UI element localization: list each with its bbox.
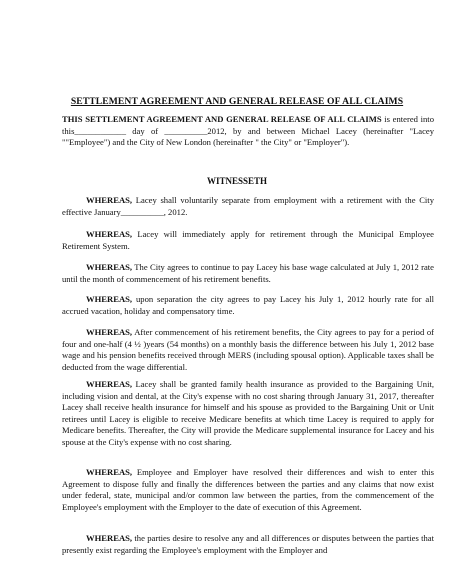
witnesseth-heading: WITNESSETH — [206, 176, 268, 186]
whereas-text-2: Lacey will immediately apply for retirement through the Municipal Employee Retirement System. — [62, 229, 434, 251]
whereas-paragraph-6 — [62, 379, 434, 449]
intro-lead: THIS SETTLEMENT AGREEMENT AND GENERAL RELEASE OF ALL CLAIMS — [62, 114, 382, 124]
whereas-label: WHEREAS, — [86, 327, 133, 337]
whereas-text-6: Lacey shall be granted family health insurance as provided to the Bargaining Unit, including vision and dental, at the City's expense with no cost sharing through January 31, 2017, thereafter Lacey shall receive health insurance for himself and his spouse as provided to the Bargaining Unit or Unit retirees until Lacey is eligible to receive Medicare benefits at which time Lacey is required to apply for Medicare benefits. Thereafter, the City will provide the Medicare supplemental insurance for Lacey and his spouse at the City's expense with no cost sharing. — [62, 379, 434, 447]
whereas-paragraph-5 — [62, 327, 434, 373]
whereas-text-4: upon separation the city agrees to pay Lacey his July 1, 2012 hourly rate for all accrued vacation, holiday and compensatory time. — [62, 294, 434, 316]
whereas-label: WHEREAS, — [86, 195, 133, 205]
whereas-label: WHEREAS, — [86, 262, 133, 272]
whereas-text-8: the parties desire to resolve any and all differences or disputes between the parties that presently exist regarding the Employee's employment with the Employer and — [62, 533, 434, 555]
intro-text-1: is entered into this — [62, 114, 434, 136]
date-month-blank: __________ — [164, 125, 208, 136]
whereas-paragraph-8 — [62, 533, 434, 556]
whereas-text-1b: , 2012. — [163, 206, 188, 217]
whereas-label: WHEREAS, — [86, 379, 133, 389]
whereas-paragraph-1 — [62, 195, 434, 218]
whereas-text-5: After commencement of his retirement benefits, the City agrees to pay for a period of four and one-half (4 ½ )years (54 months) on a monthly basis the difference between his July 1, 2012 base wage and his pension benefits received through MERS (including spousal option). Applicable taxes shall be deducted from the wage differential. — [62, 327, 434, 372]
intro-paragraph — [62, 114, 434, 149]
whereas-paragraph-3 — [62, 262, 434, 285]
whereas-label: WHEREAS, — [86, 533, 133, 543]
intro-text-3: 2012, by and between Michael Lacey (hereinafter "Lacey ""Employee") and the City of New London (hereinafter " the City" or "Employer"). — [62, 125, 434, 148]
intro-text-2: day of — [125, 125, 165, 136]
whereas-paragraph-4 — [62, 294, 434, 317]
whereas-text-1a: Lacey shall voluntarily separate from employment with a retirement with the City effective January — [62, 195, 434, 217]
whereas-text-7: Employee and Employer have resolved their differences and wish to enter this Agreement to dispose fully and finally the differences between the parties and any claims that now exist under federal, state, municipal and/or common law between the parties, from the commencement of the Employee's employment with the Employer to the date of execution of this Agreement. — [62, 467, 434, 512]
document-title: SETTLEMENT AGREEMENT AND GENERAL RELEASE OF ALL CLAIMS — [70, 96, 404, 107]
whereas-text-3: The City agrees to continue to pay Lacey his base wage calculated at July 1, 2012 rate until the month of commencement of his retirement benefits. — [62, 262, 434, 284]
whereas-label: WHEREAS, — [86, 467, 133, 477]
effective-date-blank: __________ — [120, 206, 164, 217]
whereas-label: WHEREAS, — [86, 294, 133, 304]
whereas-paragraph-2 — [62, 229, 434, 252]
whereas-label: WHEREAS, — [86, 229, 133, 239]
date-day-blank: ____________ — [74, 125, 126, 136]
whereas-paragraph-7 — [62, 467, 434, 513]
